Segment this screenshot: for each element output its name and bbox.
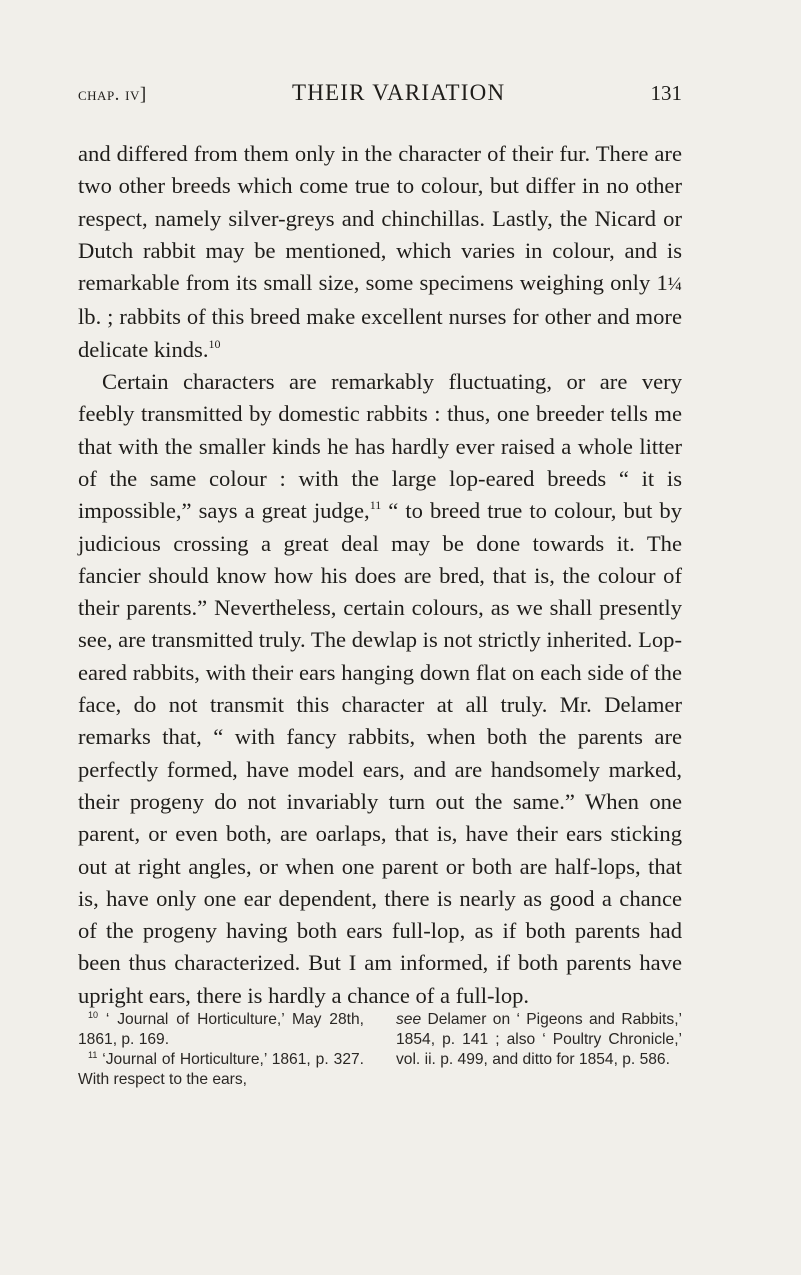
footnote-11 bbox=[78, 1050, 364, 1090]
footnote-ref-11: 11 bbox=[369, 498, 382, 513]
footnote-11-continued bbox=[396, 1010, 682, 1070]
book-page bbox=[78, 80, 683, 1088]
footnote-column-right bbox=[396, 1010, 682, 1090]
footnote-number-11: 11 bbox=[88, 1050, 98, 1060]
footnote-see: see bbox=[396, 1011, 422, 1028]
footnote-column-left bbox=[78, 1010, 364, 1090]
footnote-number-10: 10 bbox=[88, 1010, 99, 1020]
footnote-ref-10: 10 bbox=[208, 336, 221, 351]
footnote-11-continued-text: Delamer on ‘ Pigeons and Rabbits,’ 1854, p. 141 ; also ‘ Poultry Chronicle,’ vol. ii. p. 499, and ditto for 1854, p. 586. bbox=[396, 1011, 682, 1068]
paragraph-1 bbox=[78, 138, 682, 366]
paragraph-1-text-a: and differed from them only in the character of their fur. There are two other breeds which come true to colour, but differ in no other respect, namely silver-greys and chinchillas. Lastly, the Nicard or Dutch rabbit may be mentioned, which varies in colour, and is remarkable from its small size, some specimens weighing only 1 bbox=[78, 141, 682, 296]
footnotes bbox=[78, 1010, 682, 1090]
footnote-10 bbox=[78, 1010, 364, 1050]
page-title: THEIR VARIATION bbox=[291, 80, 506, 105]
footnote-11-text: ‘Journal of Horticulture,’ 1861, p. 327. With respect to the ears, bbox=[78, 1051, 364, 1088]
paragraph-2-text-a: Certain characters are remarkably fluctuating, or are very feebly transmitted by domestic rabbits : thus, one breeder tells me that with the smaller kinds he has hardly ever raised a whole litter of the same colour : with the large lop-eared breeds “ it is impossible,” says a great judge, bbox=[78, 369, 682, 524]
paragraph-2 bbox=[78, 366, 682, 1012]
paragraph-2-text-b: “ to breed true to colour, but by judicious crossing a great deal may be done towards it. The fancier should know how his does are bred, that is, the colour of their parents.” Nevertheless, certain colours, as we shall presently see, are transmitted truly. The dewlap is not strictly inherited. Lop-eared rabbits, with their ears hanging down flat on each side of the face, do not transmit this character at all truly. Mr. Delamer remarks that, “ with fancy rabbits, when both the parents are perfectly formed, have model ears, and are handsomely marked, their progeny do not invariably turn out the same.” When one parent, or even both, are oarlaps, that is, have their ears sticking out at right angles, or when one parent or both are half-lops, that is, have only one ear dependent, there is nearly as good a chance of the progeny having both ears full-lop, as if both parents had been thus characterized. But I am informed, if both parents have upright ears, there is hardly a chance of a full-lop. bbox=[78, 498, 683, 1008]
chapter-label: chap. iv] bbox=[78, 84, 147, 105]
running-head bbox=[78, 80, 682, 120]
footnote-10-text: ‘ Journal of Horticulture,’ May 28th, 1861, p. 169. bbox=[78, 1011, 364, 1048]
paragraph-1-text-b: lb. ; rabbits of this breed make excellent nurses for other and more delicate kinds. bbox=[78, 304, 682, 362]
page-number: 131 bbox=[650, 81, 682, 105]
body-text bbox=[78, 138, 682, 1012]
fraction: ¼ bbox=[667, 274, 682, 296]
